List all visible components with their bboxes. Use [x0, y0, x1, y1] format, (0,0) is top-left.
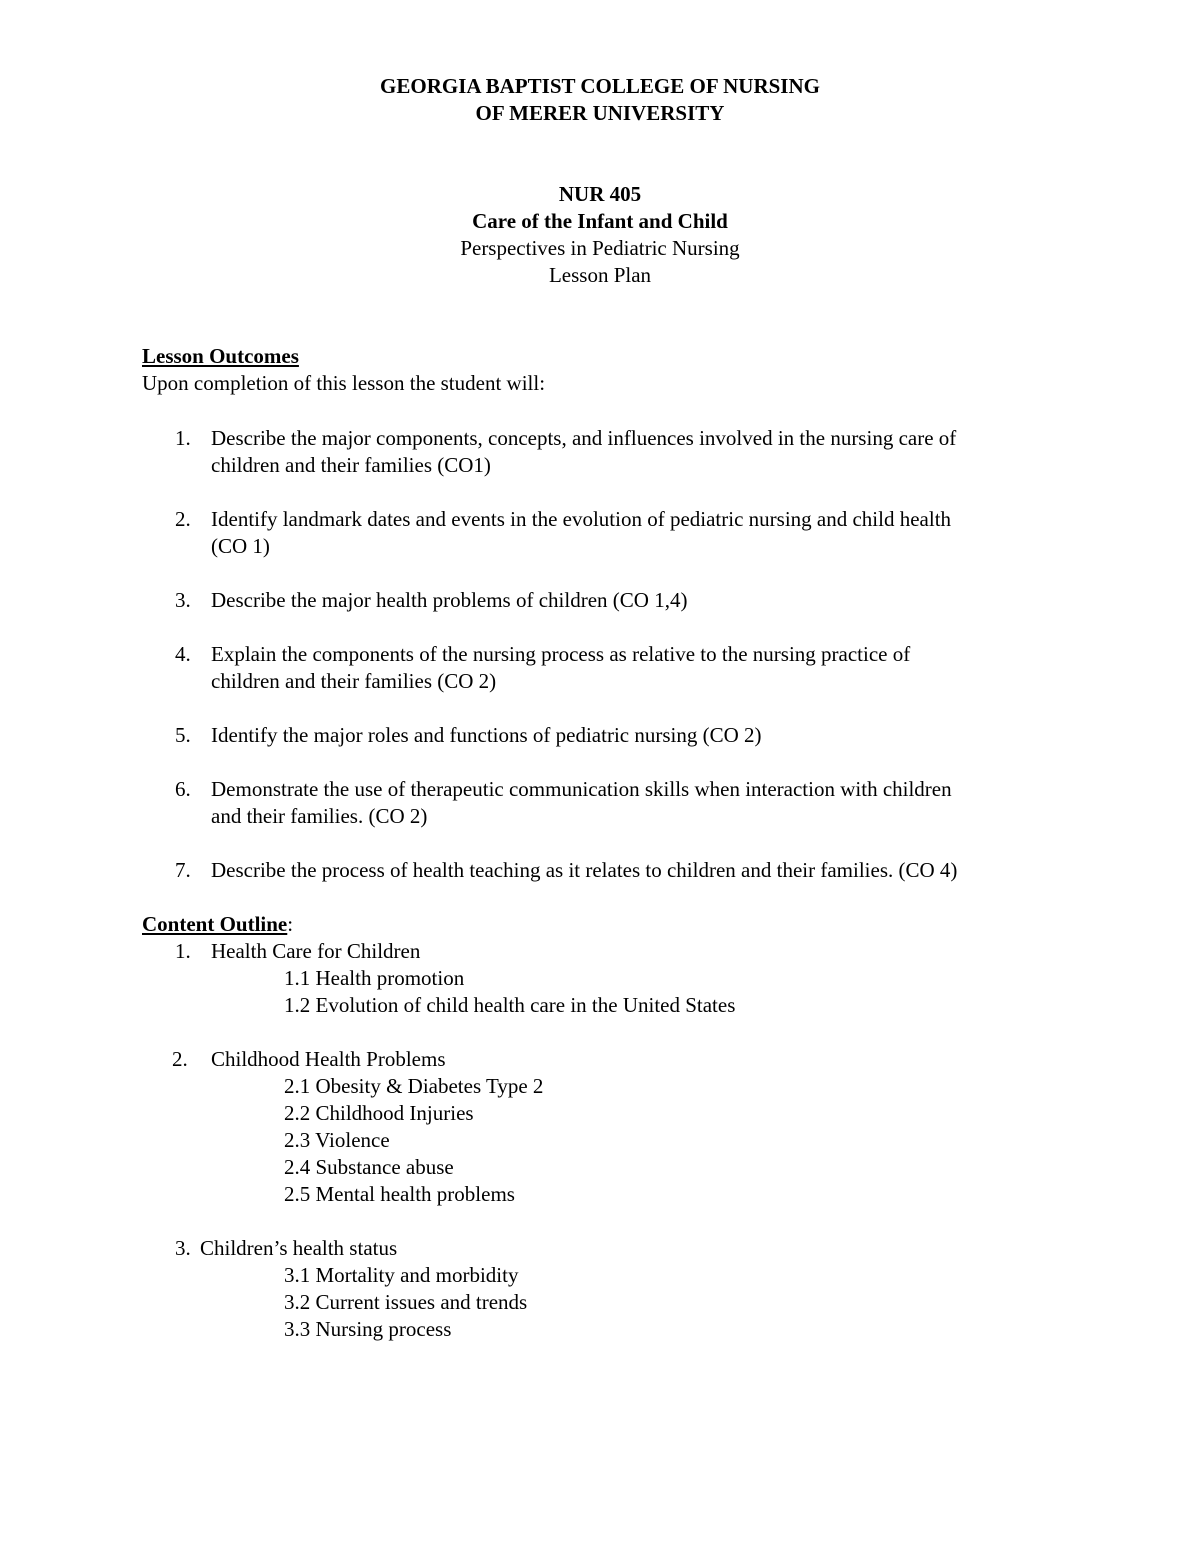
outline-section-number: 1.: [175, 939, 191, 963]
outcome-text-line2: (CO 1): [211, 534, 270, 558]
outline-section-title: Childhood Health Problems: [211, 1047, 446, 1071]
outline-subitem: 3.3 Nursing process: [284, 1317, 452, 1341]
outline-subitem: 2.1 Obesity & Diabetes Type 2: [284, 1074, 544, 1098]
outcome-number: 1.: [175, 426, 191, 450]
outline-section-number: 2.: [172, 1047, 188, 1071]
outcome-text-line2: and their families. (CO 2): [211, 804, 428, 828]
outline-subitem: 2.2 Childhood Injuries: [284, 1101, 474, 1125]
outline-subitem: 2.4 Substance abuse: [284, 1155, 454, 1179]
outcome-number: 2.: [175, 507, 191, 531]
outcome-text-line1: Identify landmark dates and events in the evolution of pediatric nursing and child health: [211, 507, 952, 531]
outcome-text-line1: Demonstrate the use of therapeutic communication skills when interaction with children: [211, 777, 952, 801]
outline-section-number: 3.: [175, 1236, 191, 1260]
outcome-number: 7.: [175, 858, 191, 882]
outline-subitem: 2.3 Violence: [284, 1128, 390, 1152]
course-title: Care of the Infant and Child: [472, 209, 728, 233]
outcome-text-line1: Identify the major roles and functions of pediatric nursing (CO 2): [211, 723, 762, 747]
outline-subitem: 1.1 Health promotion: [284, 966, 465, 990]
outline-subitem: 3.2 Current issues and trends: [284, 1290, 528, 1314]
outline-subitem: 1.2 Evolution of child health care in the United States: [284, 993, 736, 1017]
outcome-text-line1: Describe the process of health teaching as it relates to children and their families. (CO 4): [211, 858, 958, 882]
outcome-text-line1: Describe the major health problems of children (CO 1,4): [211, 588, 688, 612]
college-name-line1: GEORGIA BAPTIST COLLEGE OF NURSING: [380, 74, 820, 98]
content-outline-heading: [142, 911, 293, 938]
outcome-text-line2: children and their families (CO1): [211, 453, 491, 477]
outcome-number: 4.: [175, 642, 191, 666]
outcomes-intro: Upon completion of this lesson the student will:: [142, 371, 546, 395]
content-outline-heading-colon: :: [287, 912, 294, 936]
document-type: Lesson Plan: [548, 263, 652, 287]
outcome-number: 3.: [175, 588, 191, 612]
outcome-text-line2: children and their families (CO 2): [211, 669, 497, 693]
content-outline-heading-text: Content Outline: [142, 912, 288, 936]
outcome-number: 6.: [175, 777, 191, 801]
outcome-number: 5.: [175, 723, 191, 747]
outcome-text-line1: Describe the major components, concepts, and influences involved in the nursing care of: [211, 426, 957, 450]
course-subtitle: Perspectives in Pediatric Nursing: [460, 236, 740, 260]
college-name-line2: OF MERER UNIVERSITY: [475, 101, 725, 125]
outline-section-title: Health Care for Children: [211, 939, 421, 963]
course-code: NUR 405: [558, 182, 642, 206]
outline-section-title: Children’s health status: [200, 1236, 398, 1260]
outcomes-heading: Lesson Outcomes: [142, 344, 299, 368]
outline-subitem: 3.1 Mortality and morbidity: [284, 1263, 519, 1287]
outcome-text-line1: Explain the components of the nursing process as relative to the nursing practice of: [211, 642, 911, 666]
outline-subitem: 2.5 Mental health problems: [284, 1182, 515, 1206]
